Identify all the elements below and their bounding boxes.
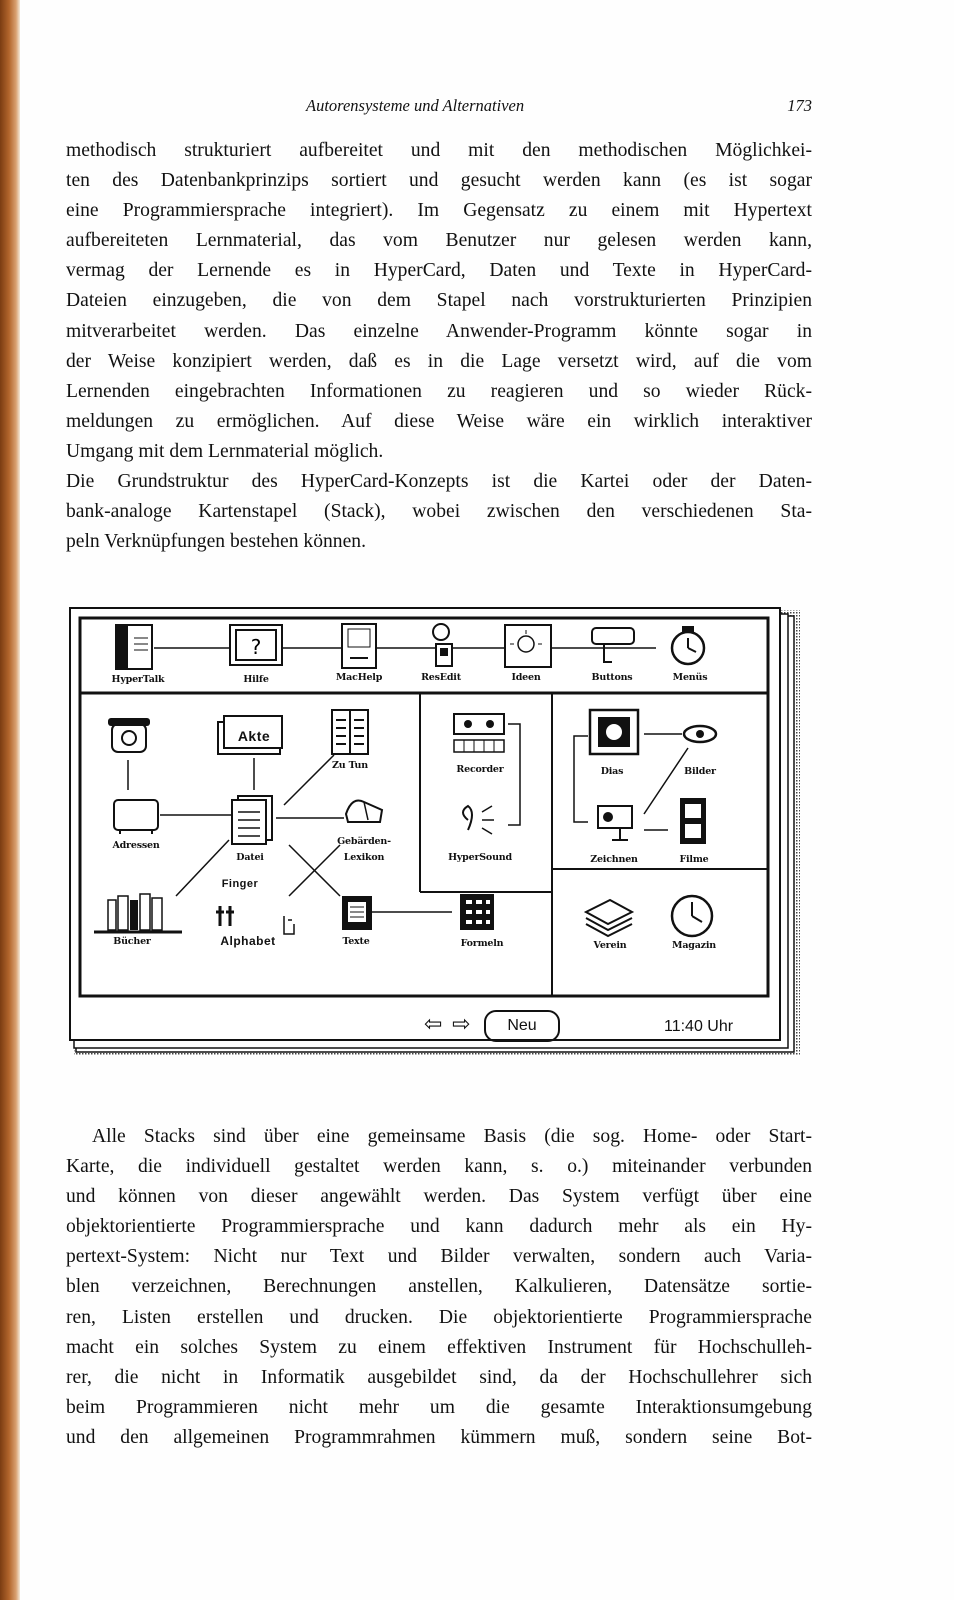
label-filme: Filme — [679, 854, 709, 865]
paragraph-1 — [66, 136, 812, 557]
label-hypertalk: HyperTalk — [111, 674, 165, 685]
label-menues: Menüs — [672, 672, 708, 683]
formeln-icon — [460, 894, 494, 930]
text-line: mitverarbeitet werden. Das einzelne Anwender-Programm könnte sogar in — [66, 320, 812, 342]
help-icon — [230, 625, 282, 665]
filme-icon — [680, 798, 706, 844]
text-line: der Weise konzipiert werden, daß es in die Lage versetzt wird, auf die vom — [66, 350, 812, 372]
text-line: peln Verknüpfungen bestehen können. — [66, 531, 366, 553]
label-buttons: Buttons — [591, 672, 633, 683]
running-header — [66, 96, 812, 118]
bilder-icon — [684, 726, 716, 742]
adressen-icon — [114, 800, 158, 834]
text-line: bank-analoge Kartenstapel (Stack), wobei zwischen den verschiedenen Sta- — [66, 501, 812, 523]
text-line: eine Programmiersprache integriert). Im Gegensatz zu einem mit Hypertext — [66, 200, 812, 222]
label-formeln: Formeln — [460, 938, 504, 949]
text-line: und können von dieser angewählt werden. Das System verfügt über eine — [66, 1186, 812, 1208]
text-line: Karte, die individuell gestaltet werden kann, s. o.) miteinander verbunden — [66, 1156, 812, 1178]
label-dias: Dias — [600, 766, 624, 777]
clock-label: 11:40 Uhr — [664, 1018, 734, 1035]
running-title: Autorensysteme und Alternativen — [306, 96, 525, 115]
hypercard-diagram — [64, 600, 810, 1065]
text-line: beim Programmieren nicht mehr um die gesamte Interaktionsumgebung — [66, 1396, 812, 1418]
recorder-icon — [454, 714, 504, 752]
label-alphabet: Alphabet — [220, 934, 276, 948]
text-line: methodisch strukturiert aufbereitet und mit den methodischen Möglichkei- — [66, 140, 812, 161]
text-line: Die Grundstruktur des HyperCard-Konzepts ist die Kartei oder der Daten- — [66, 471, 812, 493]
text-line: ren, Listen erstellen und drucken. Die objektorientierte Programmiersprache — [66, 1306, 812, 1328]
label-datei: Datei — [236, 852, 264, 863]
label-bilder: Bilder — [684, 766, 716, 777]
text-line: Alle Stacks sind über eine gemeinsame Basis (die sog. Home- oder Start- — [92, 1126, 812, 1147]
text-line: Umgang mit dem Lernmaterial möglich. — [66, 440, 384, 462]
label-zeichnen: Zeichnen — [590, 854, 638, 865]
forward-arrow-icon: ⇨ — [452, 1012, 471, 1037]
label-recorder: Recorder — [456, 764, 504, 775]
resedit-icon — [433, 624, 452, 666]
text-line: und den allgemeinen Programmrahmen kümmern muß, sondern seine Bot- — [66, 1426, 812, 1448]
dias-icon — [590, 710, 638, 754]
machelp-icon — [342, 624, 376, 668]
text-line: vermag der Lernende es in HyperCard, Daten und Texte in HyperCard- — [66, 260, 812, 282]
text-line: macht ein solches System zu einem effektiven Instrument für Hochschulleh- — [66, 1336, 812, 1358]
label-verein: Verein — [593, 940, 627, 951]
label-texte: Texte — [342, 936, 370, 947]
label-gebaerden-1: Gebärden- — [337, 836, 391, 847]
text-line: meldungen zu ermöglichen. Auf diese Weise wäre ein wirklich interaktiver — [66, 410, 812, 432]
telephone-icon — [108, 718, 150, 752]
label-hilfe: Hilfe — [243, 674, 269, 685]
label-buecher: Bücher — [113, 936, 151, 947]
label-ideen: Ideen — [511, 672, 541, 683]
svg-text:?: ? — [250, 635, 262, 659]
label-hypersound: HyperSound — [448, 852, 512, 863]
text-line: pertext-System: Nicht nur Text und Bilder verwalten, sondern auch Varia- — [66, 1246, 812, 1268]
datei-icon — [232, 796, 272, 844]
new-button: Neu — [484, 1010, 560, 1042]
zu-tun-icon — [332, 710, 368, 754]
label-gebaerden-2: Lexikon — [343, 852, 385, 863]
label-adressen: Adressen — [112, 840, 160, 851]
text-line: aufbereiteten Lernmaterial, das vom Benutzer nur gelesen werden kann, — [66, 230, 812, 252]
paragraph-2 — [66, 1122, 812, 1453]
text-line: ten des Datenbankprinzips sortiert und gesucht werden kann (es ist sogar — [66, 170, 812, 192]
text-line: rer, die nicht in Informatik ausgebildet sind, da der Hochschullehrer sich — [66, 1366, 812, 1388]
hypertalk-icon — [116, 625, 152, 669]
label-machelp: MacHelp — [335, 672, 383, 683]
hypercard-figure — [64, 600, 810, 1065]
back-arrow-icon: ⇦ — [424, 1012, 443, 1037]
label-zu-tun: Zu Tun — [332, 760, 368, 771]
page-number: 173 — [787, 96, 812, 115]
label-magazin: Magazin — [672, 940, 716, 951]
texte-icon — [342, 896, 372, 930]
text-line: Dateien einzugeben, die von dem Stapel nach vorstrukturierten Prinzipien — [66, 290, 812, 312]
text-line: blen verzeichnen, Berechnungen anstellen, Kalkulieren, Datensätze sortie- — [66, 1276, 812, 1298]
label-akten: Akte — [237, 728, 271, 744]
book-edge — [0, 0, 20, 1600]
label-resedit: ResEdit — [421, 672, 461, 683]
text-line: Lernenden eingebrachten Informationen zu reagieren und so wieder Rück- — [66, 380, 812, 402]
label-finger: Finger — [221, 878, 259, 890]
ideen-icon — [505, 625, 551, 667]
text-line: objektorientierte Programmiersprache und kann dadurch mehr als ein Hy- — [66, 1216, 812, 1238]
magazin-icon — [672, 896, 712, 936]
